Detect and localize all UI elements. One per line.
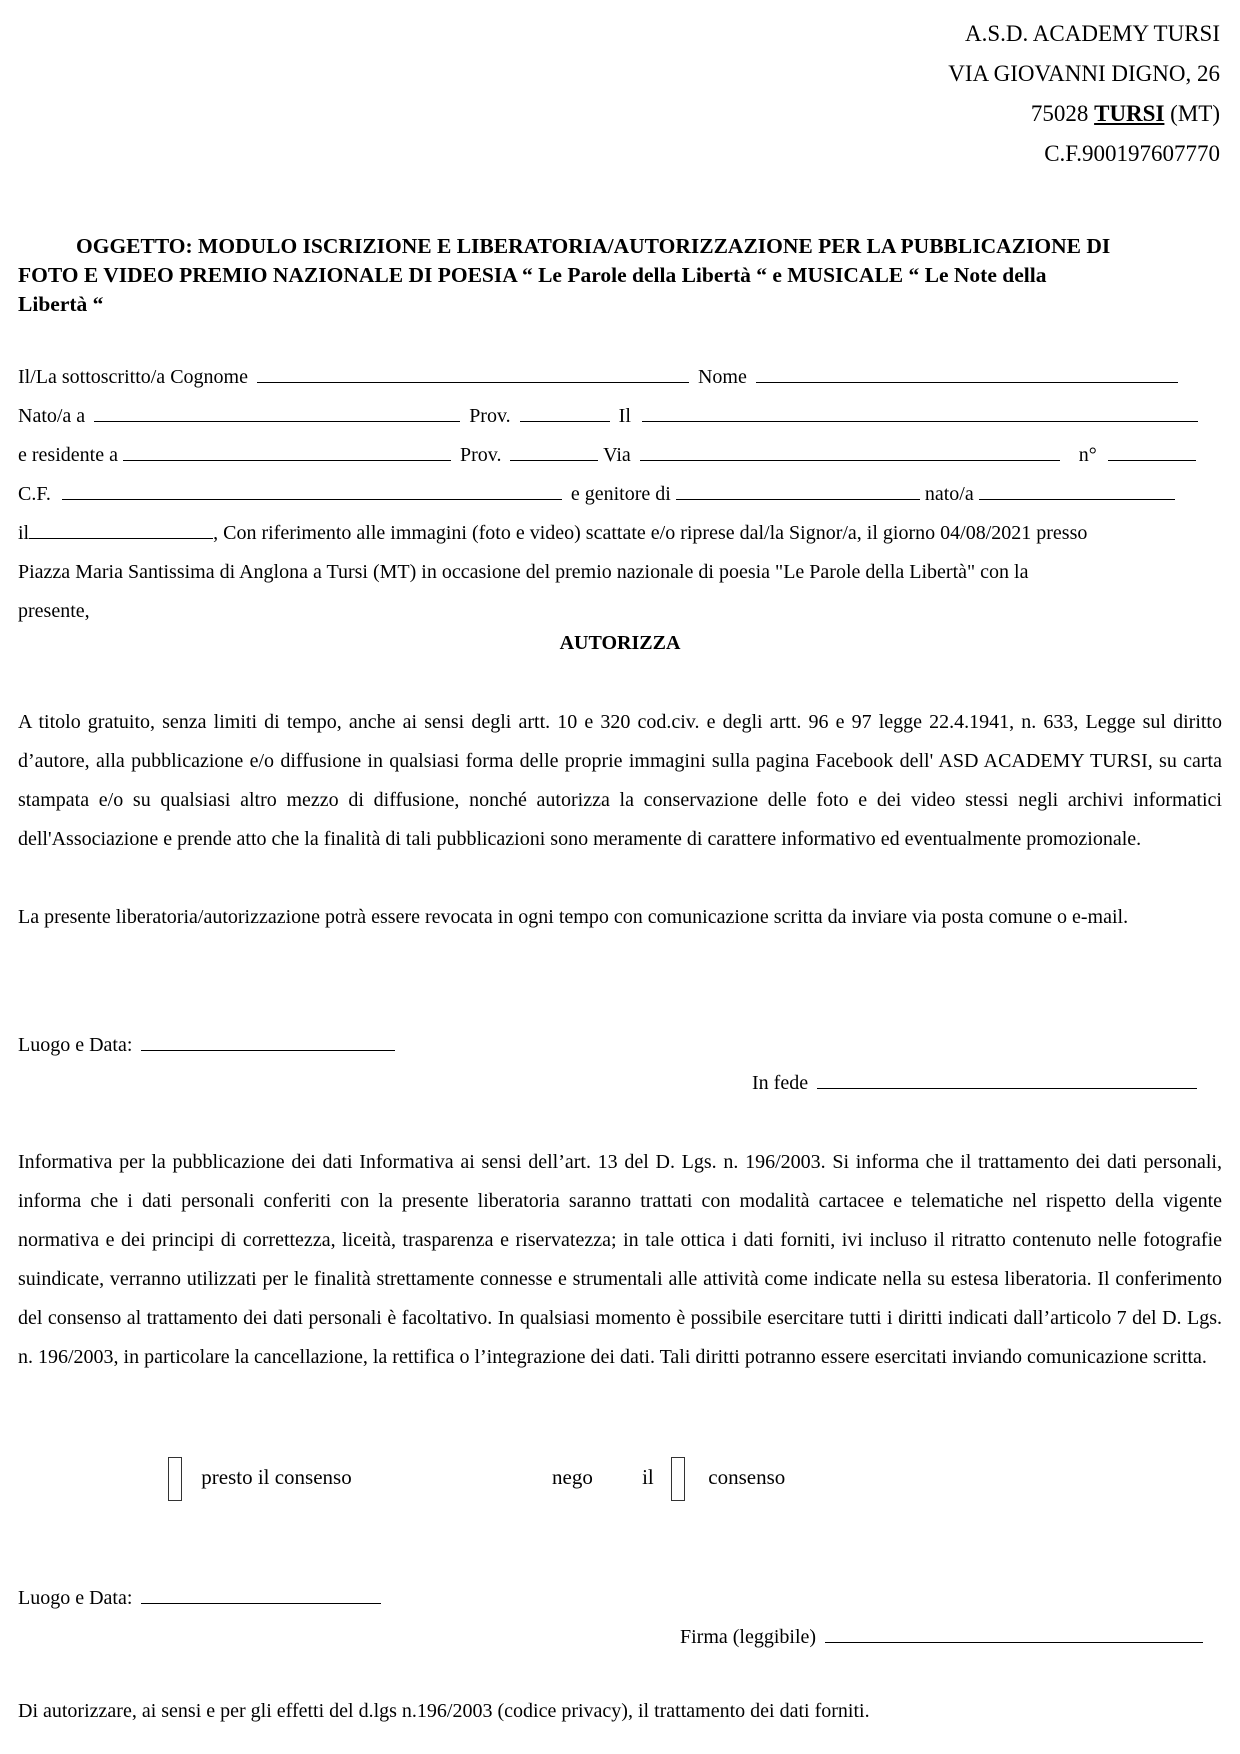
name-field[interactable] (756, 360, 1178, 383)
signature-field[interactable] (825, 1622, 1203, 1643)
taxcode-field[interactable] (62, 477, 562, 500)
form-row-name (18, 358, 1222, 397)
in-fede-label: In fede (752, 1072, 809, 1094)
footer-statement: Di autorizzare, ai sensi e per gli effetti del d.lgs n.196/2003 (codice privacy), il trattamento dei dati forniti. (18, 1700, 870, 1722)
surname-label: Il/La sottoscritto/a Cognome (18, 366, 248, 388)
city-name: TURSI (1094, 101, 1165, 126)
place-date-field[interactable] (141, 1030, 395, 1051)
form-row-location (18, 553, 1222, 592)
child-birthplace-field[interactable] (979, 477, 1175, 500)
subject-line-1: OGGETTO: MODULO ISCRIZIONE E LIBERATORIA/AUTORIZZAZIONE PER LA PUBBLICAZIONE DI (76, 234, 1111, 258)
form-row-present (18, 592, 1222, 631)
form-row-date (18, 514, 1222, 553)
association-address (948, 14, 1220, 174)
birth-province-label: Prov. (469, 405, 511, 427)
place-date-row-1 (18, 1030, 1222, 1057)
consent-give-label: presto il consenso (201, 1464, 352, 1489)
province-code: (MT) (1170, 101, 1220, 126)
consent-deny-label-c: consenso (708, 1464, 786, 1489)
birthdate-field[interactable] (642, 399, 1198, 422)
consent-deny-label-a: nego (552, 1464, 593, 1489)
form-row-taxcode (18, 475, 1222, 514)
birth-province-field[interactable] (520, 399, 610, 422)
privacy-paragraph: Informativa per la pubblicazione dei dati Informativa ai sensi dell’art. 13 del D. Lgs. n. 196/2003. Si informa che il trattamento dei dati personali, informa che i dati personali conferiti con la presente liberatoria saranno trattati con modalità cartacee e telematiche nel rispetto della vigente normativa e dei principi di correttezza, liceità, trasparenza e riservatezza; in tale ottica i dati forniti, ivi incluso il ritratto contenuto nelle fotografie suindicate, verranno utilizzati per le finalità strettamente connesse e strumentali alle attività come indicate nella su estesa liberatoria. Il conferimento del consenso al trattamento dei dati personali è facoltativo. In qualsiasi momento è possibile esercitare tutti i diritti indicati dall’articolo 7 del D. Lgs. n. 196/2003, in particolare la cancellazione, la rettifica o l’integrazione dei dati. Tali diritti potranno essere esercitati inviando comunicazione scritta. (18, 1151, 1222, 1368)
taxcode-label: C.F. (18, 483, 51, 505)
name-label: Nome (697, 366, 747, 388)
child-born-label: nato/a (924, 483, 974, 505)
form-row-residence (18, 436, 1222, 475)
birthplace-field[interactable] (94, 399, 460, 422)
present-text: presente, (18, 600, 90, 622)
residence-field[interactable] (123, 438, 451, 461)
street-label: Via (603, 444, 631, 466)
place-date-label-2: Luogo e Data: (18, 1587, 133, 1609)
form-row-birth (18, 397, 1222, 436)
event-location-text: Piazza Maria Santissima di Anglona a Tursi (MT) in occasione del premio nazionale di poesia "Le Parole della Libertà" con la (18, 561, 1029, 583)
house-number-label: n° (1078, 444, 1097, 466)
zip-code: 75028 (1030, 101, 1089, 126)
consent-deny-checkbox[interactable] (671, 1457, 685, 1501)
place-date-label: Luogo e Data: (18, 1034, 133, 1056)
place-date-field-2[interactable] (141, 1583, 381, 1604)
parent-of-label: e genitore di (570, 483, 671, 505)
date-label: il (18, 522, 30, 544)
revocation-paragraph: La presente liberatoria/autorizzazione potrà essere revocata in ogni tempo con comunicazione scritta da inviare via posta comune o e-mail. (18, 906, 1129, 928)
consent-deny-option (552, 1457, 785, 1501)
association-street: VIA GIOVANNI DIGNO, 26 (948, 61, 1220, 86)
subject-line-3: Libertà “ (18, 292, 104, 316)
street-field[interactable] (640, 438, 1060, 461)
subject-line-2: FOTO E VIDEO PREMIO NAZIONALE DI POESIA “ Le Parole della Libertà “ e MUSICALE “ Le Note della (18, 263, 1047, 287)
birthplace-label: Nato/a a (18, 405, 86, 427)
document-subject (18, 232, 1222, 319)
house-number-field[interactable] (1108, 438, 1196, 461)
consent-deny-label-b: il (642, 1464, 654, 1489)
child-name-field[interactable] (676, 477, 920, 500)
consent-give-checkbox[interactable] (168, 1457, 182, 1501)
reference-text: , Con riferimento alle immagini (foto e video) scattate e/o riprese dal/la Signor/a, il giorno 04/08/2021 presso (213, 522, 1088, 544)
signature-label: Firma (leggibile) (680, 1626, 817, 1648)
child-birthdate-field[interactable] (29, 516, 213, 539)
in-fede-row (752, 1068, 1212, 1095)
residence-province-label: Prov. (459, 444, 502, 466)
place-date-row-2 (18, 1583, 1222, 1610)
signature-row (680, 1622, 1225, 1649)
in-fede-signature-field[interactable] (817, 1068, 1197, 1089)
personal-data-form (18, 358, 1222, 631)
authorize-paragraph: A titolo gratuito, senza limiti di tempo, anche ai sensi degli artt. 10 e 320 cod.civ. e degli artt. 96 e 97 legge 22.4.1941, n. 633, Legge sul diritto d’autore, alla pubblicazione e/o diffusione in qualsiasi forma delle proprie immagini sulla pagina Facebook dell' ASD ACADEMY TURSI, su carta stampata e/o su qualsiasi altro mezzo di diffusione, nonché autorizza la conservazione delle foto e dei video stessi negli archivi informatici dell'Associazione e prende atto che la finalità di tali pubblicazioni sono meramente di carattere informativo ed eventualmente promozionale. (18, 711, 1222, 850)
birthdate-label: Il (618, 405, 631, 427)
association-city-line (948, 94, 1220, 134)
residence-province-field[interactable] (510, 438, 598, 461)
association-name: A.S.D. ACADEMY TURSI (965, 21, 1220, 46)
consent-give-option (168, 1457, 352, 1501)
authorize-heading: AUTORIZZA (559, 632, 681, 654)
surname-field[interactable] (257, 360, 689, 383)
residence-label: e residente a (18, 444, 118, 466)
tax-code: C.F.900197607770 (1044, 141, 1220, 166)
